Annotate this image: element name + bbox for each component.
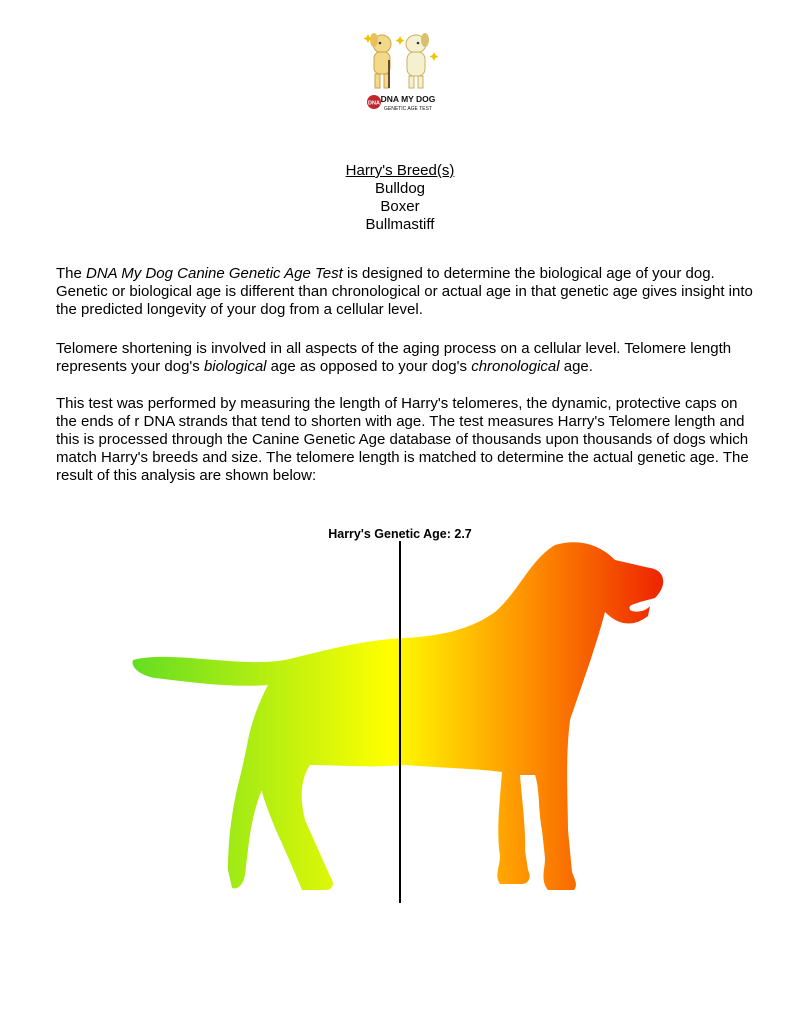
genetic-age-label: Harry's Genetic Age: 2.7 <box>328 527 472 541</box>
breed-list <box>0 162 800 234</box>
dog-silhouette <box>133 542 664 890</box>
intro-paragraph <box>56 265 756 319</box>
telomere-paragraph <box>56 340 756 376</box>
breed-item: Bullmastiff <box>365 216 435 233</box>
breed-item: Bulldog <box>374 180 426 197</box>
telomere-text: age. <box>559 358 593 375</box>
method-paragraph: This test was performed by measuring the length of Harry's telomeres, the dynamic, protective caps on the ends of r DNA strands that tend to shorten with age. The test measures Harry's Telomere length and this is processed through the Canine Genetic Age database of thousands upon thousands of dogs which match Harry's breeds and size. The telomere length is matched to determine the actual genetic age. The result of this analysis are shown below: <box>56 395 749 484</box>
intro-text: The <box>56 265 87 282</box>
chronological-term: chronological <box>471 358 560 375</box>
genetic-age-dog-graphic <box>0 530 800 930</box>
breeds-heading: Harry's Breed(s) <box>345 162 455 179</box>
intro-text: is designed to determine the biological age of your dog. Genetic or biological age is different than chronological or actual age in that genetic age gives insight into the predicted longevity of your dog from a cellular level. <box>56 265 753 318</box>
biological-term: biological <box>203 358 267 375</box>
telomere-text: age as opposed to your dog's <box>266 358 472 375</box>
svg-text:DNA: DNA <box>368 100 380 107</box>
dna-my-dog-logo <box>360 30 442 118</box>
breed-item: Boxer <box>380 198 420 215</box>
telomere-text: Telomere shortening is involved in all aspects of the aging process on a cellular level. Telomere length represents your dog's <box>56 340 732 375</box>
svg-text:GENETIC AGE TEST: GENETIC AGE TEST <box>384 106 432 112</box>
test-name: DNA My Dog Canine Genetic Age Test <box>86 265 343 282</box>
svg-text:DNA MY DOG: DNA MY DOG <box>380 94 436 104</box>
